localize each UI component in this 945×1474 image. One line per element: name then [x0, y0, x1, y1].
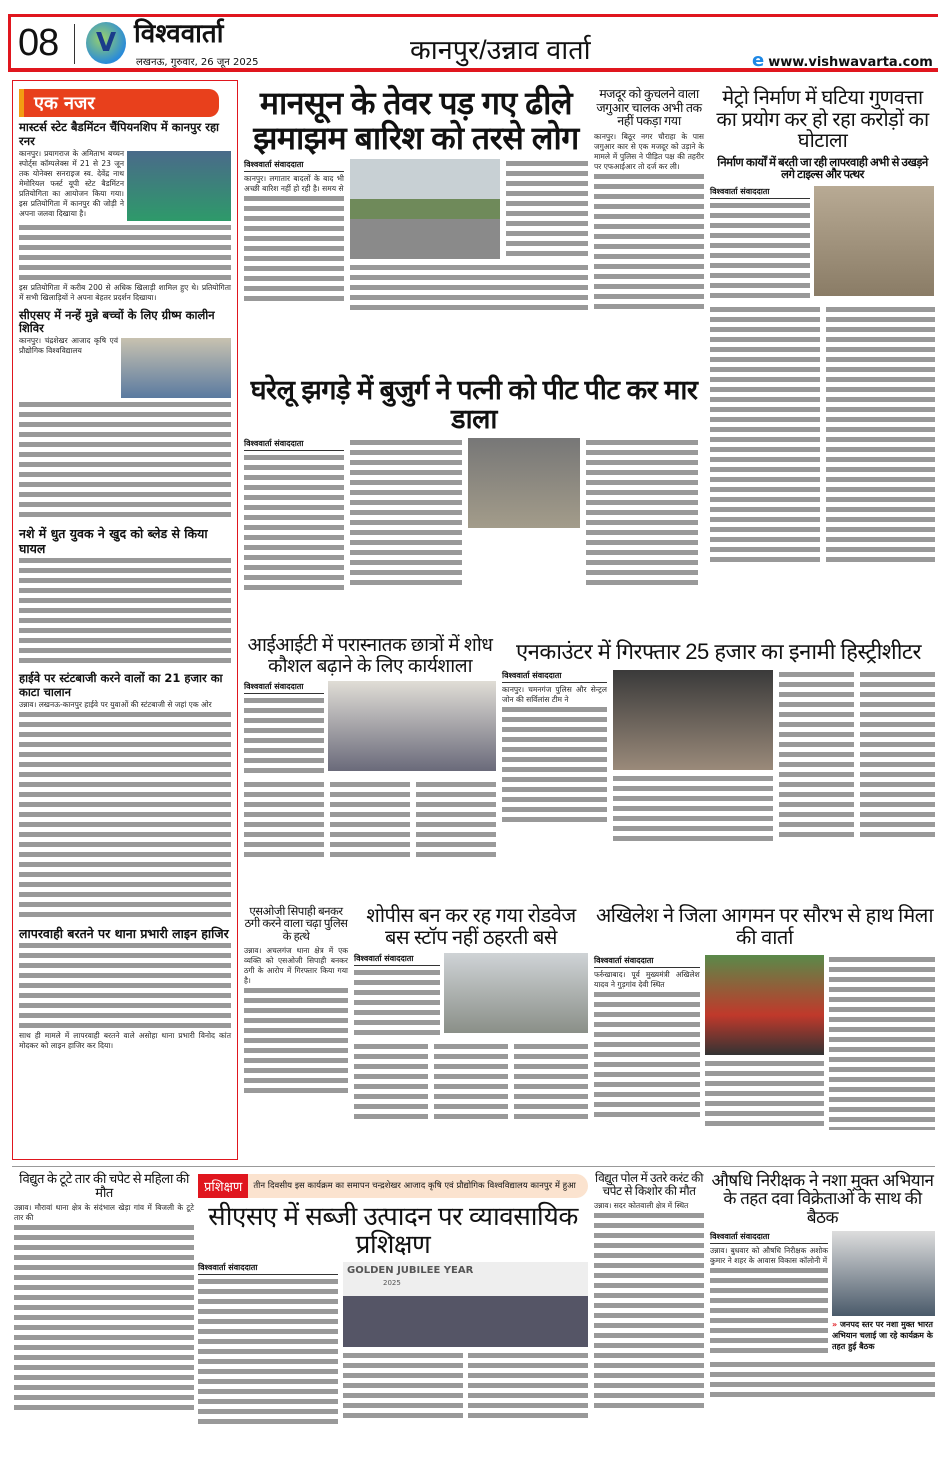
website-link[interactable] — [752, 50, 933, 71]
story-lead: उन्नाव। अचलगंज थाना क्षेत्र में एक व्यक्ति को एसओजी सिपाही बनकर ठगी के आरोप में गिरफ्तार किया गया है। — [244, 946, 348, 986]
story-body — [19, 223, 231, 283]
story-title: मजदूर को कुचलने वाला जगुआर चालक अभी तक नहीं पकड़ा गया — [596, 87, 702, 128]
brand-name: विश्ववार्ता — [134, 19, 224, 49]
byline: विश्ववार्ता संवाददाता — [710, 186, 810, 199]
story-body — [14, 1223, 194, 1413]
metro-tiles-photo — [814, 186, 934, 296]
story-body — [19, 556, 231, 666]
story-lead: कानपुर। बिठूर नगर चौराहा के पास जगुआर कार से एक मजदूर को उड़ाने के मामले में पुलिस ने पीड़ित पक्ष की तहरीर पर एफआईआर तो दर्ज कर ली। — [594, 131, 704, 171]
browser-icon: e — [752, 50, 765, 71]
story-title: मेट्रो निर्माण में घटिया गुणवत्ता का प्रयोग कर हो रहा करोड़ों का घोटाला — [716, 87, 929, 153]
story-lead: उन्नाव। सदर कोतवाली क्षेत्र में स्थित — [594, 1200, 689, 1210]
byline: विश्ववार्ता संवाददाता — [244, 438, 344, 451]
domestic-story — [244, 376, 704, 593]
byline: विश्ववार्ता संवाददाता — [244, 681, 324, 694]
story-body — [826, 305, 936, 565]
byline: विश्ववार्ता संवाददाता — [198, 1262, 338, 1275]
story-title: लापरवाही बरतने पर थाना प्रभारी लाइन हाजिर — [19, 925, 229, 941]
story-body — [244, 194, 344, 304]
pole-story — [594, 1172, 704, 1411]
story-body — [330, 780, 410, 860]
story-subtitle: निर्माण कार्यों में बरती जा रही लापरवाही अभी से उखड़ने लगे टाइल्स और पत्थर — [717, 156, 928, 182]
story-body — [710, 305, 820, 565]
story-body — [586, 438, 698, 588]
story-body — [19, 941, 231, 1031]
story-title: आईआईटी में परास्नातक छात्रों में शोध कौशल बढ़ाने के लिए कार्यशाला — [247, 635, 493, 677]
story-body — [514, 1042, 588, 1122]
camp-photo — [121, 338, 231, 398]
story-body — [468, 1351, 588, 1421]
story-body — [434, 1042, 508, 1122]
accused-photo — [613, 670, 773, 770]
pull-quote-icon: » — [832, 1320, 838, 1330]
story-body — [705, 1059, 825, 1129]
story-title: विद्युत पोल में उतरे करंट की चपेट से किशोर की मौत — [595, 1171, 703, 1198]
story-title: मास्टर्स स्टेट बैडमिंटन चैंपियनशिप में कानपुर रहा रनर — [19, 120, 220, 148]
story-title: एसओजी सिपाही बनकर ठगी करने वाला चढ़ा पुलिस के हत्थे — [244, 906, 348, 943]
story-body — [779, 670, 854, 840]
story-lead: कानपुर। चंद्रशेखर आजाद कृषि एवं प्रौद्योगिक विश्वविद्यालय — [19, 336, 118, 356]
story-body — [343, 1351, 463, 1421]
story-title: औषधि निरीक्षक ने नशा मुक्त अभियान के तहत दवा विक्रेताओं के साथ की बैठक — [711, 1171, 934, 1227]
ek-nazar-tag: एक नजर — [19, 89, 219, 117]
story-lead: कानपुर। प्रयागराज के अमिताभ बच्चन स्पोर्ट्स कॉम्पलेक्स में 21 से 23 जून तक योनेक्स सनराइज स्व. देवेंद्र नाथ मेमोरियल फर्स्ट यूपी स्टेट बैडमिंटन प्रतियोगिता का आयोजन किया गया। इस प्रतियोगिता में कानपुर की जोड़ी ने अपना जलवा दिखाया है। — [19, 148, 124, 218]
story-body — [594, 172, 704, 312]
csa-headline: सीएसए में सब्जी उत्पादन पर व्यावसायिक प्रशिक्षण — [208, 1201, 578, 1260]
meeting-photo — [832, 1231, 935, 1316]
workshop-photo — [328, 681, 496, 771]
bus-stop-photo — [444, 953, 588, 1033]
story-body — [416, 780, 496, 860]
street-photo — [350, 159, 500, 259]
monsoon-headline: मानसून के तेवर पड़ गए ढीले झमाझम बारिश को तरसे लोग — [253, 85, 579, 156]
story-body — [710, 201, 810, 301]
badminton-photo — [127, 151, 231, 221]
story-title: एनकाउंटर में गिरफ्तार 25 हजार का इनामी हिस्ट्रीशीटर — [515, 639, 922, 664]
domestic-headline: घरेलू झगड़े में बुजुर्ग ने पत्नी को पीट पीट कर मार डाला — [250, 375, 698, 435]
story-body — [19, 400, 231, 520]
story-body — [594, 990, 700, 1120]
section-title: कानपुर/उन्नाव वार्ता — [410, 35, 591, 65]
police-photo — [468, 438, 580, 528]
story-title: अखिलेश ने जिला आगमन पर सौरभ से हाथ मिला की वार्ता — [595, 905, 933, 949]
csa-story — [198, 1174, 588, 1427]
story-lead: उन्नाव। बुधवार को औषधि निरीक्षक अशोक कुमार ने शहर के आवास विकास कॉलोनी में — [710, 1246, 828, 1266]
kicker-bar — [198, 1174, 588, 1198]
story-body — [502, 705, 607, 825]
sog-story — [244, 906, 348, 1096]
website-url: www.vishwavarta.com — [768, 55, 933, 70]
story-body — [594, 1211, 704, 1411]
jaguar-story — [594, 88, 704, 312]
banner-text: GOLDEN JUBILEE YEAR — [347, 1265, 474, 1277]
byline: विश्ववार्ता संवाददाता — [710, 1231, 828, 1244]
edition-date: लखनऊ, गुरुवार, 26 जून 2025 — [136, 57, 259, 68]
story-body — [350, 263, 588, 313]
byline: विश्ववार्ता संवाददाता — [502, 670, 607, 683]
story-lead: फर्रुखाबाद। पूर्व मुख्यमंत्री अखिलेश यादव ने गुड़गांव देवी स्थित — [594, 970, 700, 990]
story-lead: कानपुर। लगातार बादलों के बाद भी अच्छी बारिश नहीं हो रही है। समय से — [244, 174, 344, 194]
story-title: विद्युत के टूटे तार की चपेट से महिला की मौत — [19, 1171, 189, 1201]
byline: विश्ववार्ता संवाददाता — [354, 953, 440, 966]
story-body — [244, 780, 324, 860]
story-lead: उन्नाव। लखनऊ-कानपुर हाईवे पर युवाओं की स्टंटबाजी से जहां एक ओर — [19, 699, 212, 709]
story-body — [354, 1042, 428, 1122]
story-body — [354, 968, 440, 1038]
page-number: 08 — [18, 22, 59, 64]
story-title: हाईवे पर स्टंटबाजी करने वालों का 21 हजार का काटा चालान — [19, 671, 223, 699]
akhilesh-story — [594, 906, 935, 1130]
story-body — [244, 453, 344, 593]
banner-year: 2025 — [383, 1279, 401, 1288]
iit-story — [244, 636, 496, 860]
pull-quote: जनपद स्तर पर नशा मुक्त भारत अभियान चलाई जा रहे कार्यक्रम के तहत हुई बैठक — [832, 1320, 933, 1352]
story-body — [244, 696, 324, 776]
metro-story — [710, 88, 935, 565]
story-body — [244, 986, 348, 1096]
story-end: साथ ही मामले में लापरवाही बरतने वाले असोहा थाना प्रभारी विनोद कांत मोदकर को लाइन हाजिर कर दिया। — [19, 1030, 231, 1050]
story-title: शोपीस बन कर रह गया रोडवेज बस स्टॉप नहीं ठहरती बसे — [366, 905, 576, 949]
story-title: नशे में धुत युवक ने खुद को ब्लेड से किया घायल — [19, 526, 208, 557]
story-end: इस प्रतियोगिता में करीब 200 से अधिक खिलाड़ी शामिल हुए थे। प्रतियोगिता में सभी खिलाड़ियों ने अपना बेहतर प्रदर्शन दिखाया। — [19, 282, 231, 302]
logo-icon: V — [86, 22, 126, 64]
story-body — [350, 438, 462, 588]
monsoon-story — [244, 86, 588, 313]
roadways-story — [354, 906, 588, 1122]
story-body — [860, 670, 935, 840]
story-title: सीएसए में नन्हें मुन्ने बच्चों के लिए ग्रीष्म कालीन शिविर — [19, 307, 215, 336]
encounter-story — [502, 640, 935, 844]
story-body — [19, 710, 231, 920]
story-body — [710, 1266, 828, 1356]
story-body — [613, 774, 773, 844]
story-body — [829, 955, 935, 1130]
rally-photo — [705, 955, 825, 1055]
kicker-label: प्रशिक्षण — [198, 1174, 248, 1198]
kicker-text: तीन दिवसीय इस कार्यक्रम का समापन चन्द्रशेखर आजाद कृषि एवं प्रौद्योगिक विश्वविद्यालय कानपुर में हुआ — [253, 1180, 576, 1191]
story-body — [506, 159, 588, 259]
story-lead: उन्नाव। मौरावां थाना क्षेत्र के संदंभाल खेड़ा गांव में बिजली के टूटे तार की — [14, 1203, 194, 1223]
story-lead: कानपुर। चमनगंज पुलिस और सेन्ट्रल जोन की सर्विलांस टीम ने — [502, 684, 607, 704]
drug-story — [710, 1172, 935, 1400]
story-body — [198, 1277, 338, 1427]
wire-story — [14, 1172, 194, 1413]
byline: विश्ववार्ता संवाददाता — [244, 159, 344, 172]
divider — [74, 24, 75, 64]
story-body — [710, 1360, 935, 1400]
ek-nazar-box — [12, 80, 238, 1160]
divider — [12, 1166, 935, 1167]
byline: विश्ववार्ता संवाददाता — [594, 955, 700, 968]
jubilee-photo — [343, 1262, 588, 1347]
